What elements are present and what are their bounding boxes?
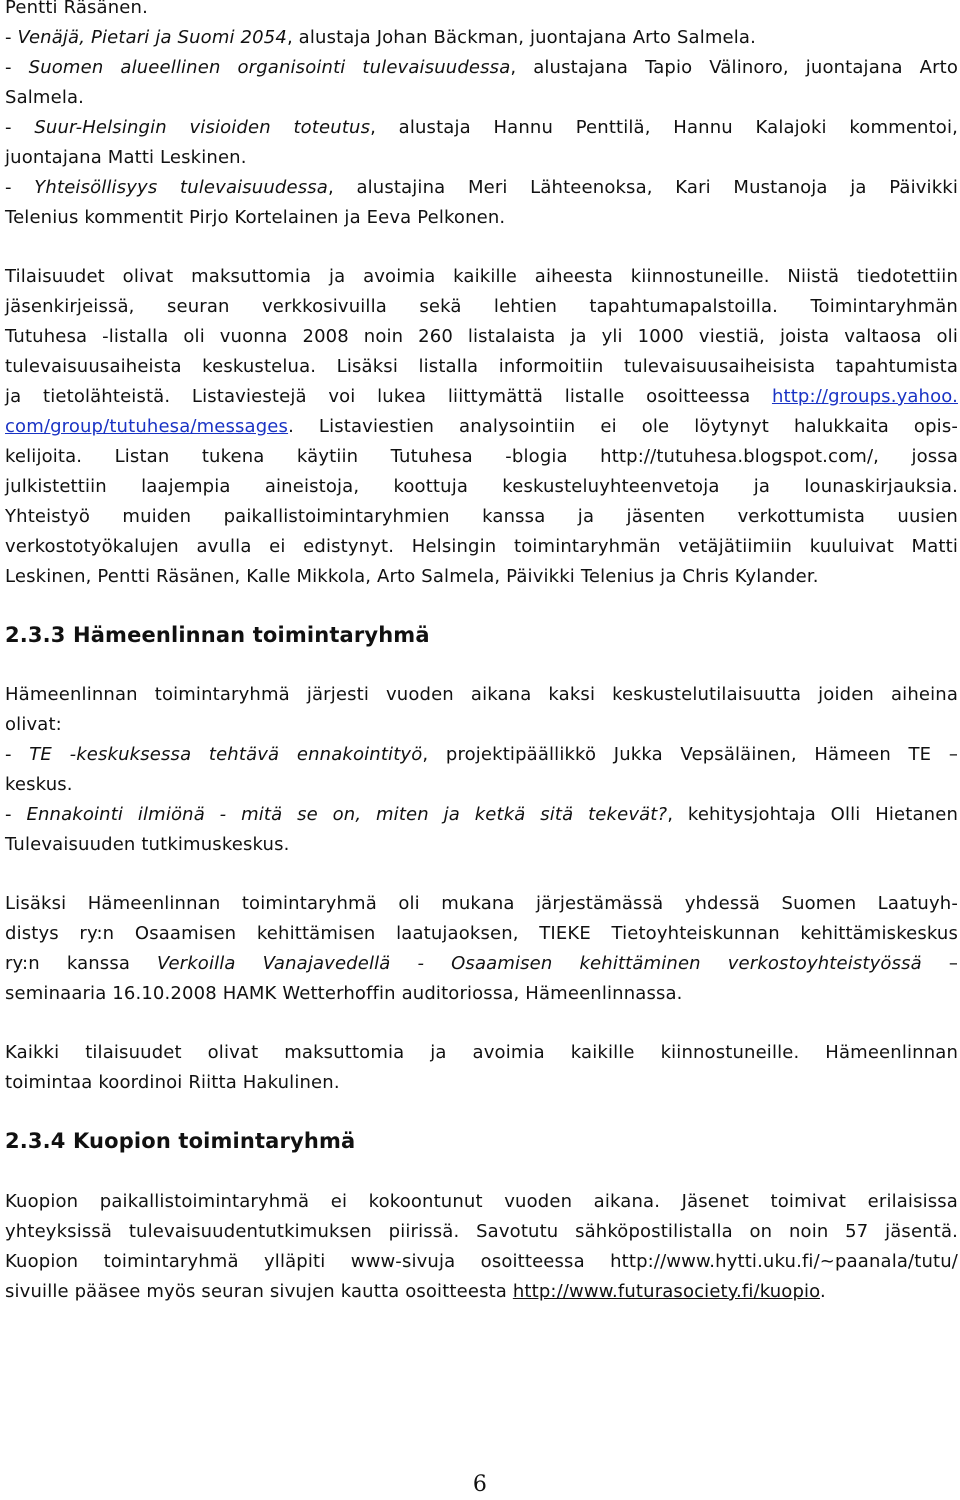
text-line: Lisäksi Hämeenlinnan toimintaryhmä oli mukana järjestämässä yhdessä Suomen Laatuyh- (5, 893, 958, 914)
text-line: kelijoita. Listan tukena käytiin Tutuhesa -blogia http://tutuhesa.blogspot.com/, jossa (5, 446, 958, 467)
text-line: Leskinen, Pentti Räsänen, Kalle Mikkola, Arto Salmela, Päivikki Telenius ja Chris Kylander. (5, 566, 819, 587)
event-title: TE -keskuksessa tehtävä ennakointityö (29, 744, 423, 765)
text-line: ja tietolähteistä. Listaviestejä voi lukea liittymättä listalle osoitteessa http://groups.yahoo. (5, 386, 958, 407)
event-item: - Ennakointi ilmiönä - mitä se on, miten ja ketkä sitä tekevät?, kehitysjohtaja Olli Hietanen (5, 804, 959, 825)
text-line: seminaaria 16.10.2008 HAMK Wetterhoffin auditoriossa, Hämeenlinnassa. (5, 983, 683, 1004)
text-line: Kuopion toimintaryhmä ylläpiti www-sivuja osoitteessa http://www.hytti.uku.fi/~paanala/tutu/ (5, 1251, 958, 1272)
page-number: 6 (472, 1472, 488, 1497)
event-title: Ennakointi ilmiönä - mitä se on, miten ja ketkä sitä tekevät? (26, 804, 668, 825)
text-line: keskus. (5, 774, 73, 795)
groups-yahoo-link[interactable]: http://groups.yahoo. (771, 386, 958, 407)
event-item: - TE -keskuksessa tehtävä ennakointityö, projektipäällikkö Jukka Vepsäläinen, Hämeen TE – (5, 744, 958, 765)
text-line: com/group/tutuhesa/messages. Listaviestien analysointiin ei ole löytynyt halukkaita opis- (5, 416, 958, 437)
event-title: Suomen alueellinen organisointi tulevaisuudessa (28, 57, 511, 78)
text-line: olivat: (5, 714, 62, 735)
section-heading: 2.3.3 Hämeenlinnan toimintaryhmä (5, 623, 430, 647)
text-line: Telenius kommentit Pirjo Kortelainen ja Eeva Pelkonen. (5, 207, 506, 228)
text-line: verkostotyökalujen avulla ei edistynyt. Helsingin toimintaryhmän vetäjätiimiin kuuluivat Matti (5, 536, 958, 557)
text-line: Kuopion paikallistoimintaryhmä ei kokoontunut vuoden aikana. Jäsenet toimivat erilaisissa (5, 1191, 958, 1212)
text-line: Tutuhesa -listalla oli vuonna 2008 noin 260 listalaista ja yli 1000 viestiä, joista valtaosa oli (5, 326, 958, 347)
text-line: Tulevaisuuden tutkimuskeskus. (5, 834, 290, 855)
text-line: Yhteistyö muiden paikallistoimintaryhmien kanssa ja jäsenten verkottumista uusien (5, 506, 958, 527)
event-item: - Suomen alueellinen organisointi tulevaisuudessa, alustajana Tapio Välinoro, juontajana Arto (5, 57, 958, 78)
futurasociety-link[interactable]: http://www.futurasociety.fi/kuopio (512, 1281, 821, 1302)
text-line: ry:n kanssa Verkoilla Vanajavedellä - Osaamisen kehittäminen verkostoyhteistyössä – (5, 953, 958, 974)
text-line: Pentti Räsänen. (5, 0, 148, 18)
text-line: juontajana Matti Leskinen. (5, 147, 247, 168)
text-line: distys ry:n Osaamisen kehittämisen laatujaoksen, TIEKE Tietoyhteiskunnan kehittämiskeskus (5, 923, 958, 944)
seminar-title: Verkoilla Vanajavedellä - Osaamisen kehittäminen verkostoyhteistyössä (157, 953, 922, 974)
groups-yahoo-link-continued[interactable]: com/group/tutuhesa/messages (5, 416, 289, 437)
event-title: Yhteisöllisyys tulevaisuudessa (34, 177, 328, 198)
text-line: jäsenkirjeissä, seuran verkkosivuilla sekä lehtien tapahtumapalstoilla. Toimintaryhmän (5, 296, 958, 317)
text-line: tulevaisuusaiheista keskustelua. Lisäksi listalla informoitiin tulevaisuusaiheisista tapahtumista (5, 356, 958, 377)
text-line: Tilaisuudet olivat maksuttomia ja avoimia kaikille aiheesta kiinnostuneille. Niistä tiedotettiin (5, 266, 958, 287)
text-line: Hämeenlinnan toimintaryhmä järjesti vuoden aikana kaksi keskustelutilaisuutta joiden aiheina (5, 684, 958, 705)
event-item: - Venäjä, Pietari ja Suomi 2054, alustaja Johan Bäckman, juontajana Arto Salmela. (5, 27, 756, 48)
section-heading: 2.3.4 Kuopion toimintaryhmä (5, 1129, 356, 1153)
event-item: - Yhteisöllisyys tulevaisuudessa, alustajina Meri Lähteenoksa, Kari Mustanoja ja Päivikki (5, 177, 958, 198)
event-title: Venäjä, Pietari ja Suomi 2054 (17, 27, 287, 48)
text-line: yhteyksissä tulevaisuudentutkimuksen piirissä. Savotutu sähköpostilistalla on noin 57 jäsentä. (5, 1221, 958, 1242)
event-item: - Suur-Helsingin visioiden toteutus, alustaja Hannu Penttilä, Hannu Kalajoki kommentoi, (5, 117, 958, 138)
text-line: Salmela. (5, 87, 85, 108)
text-line: sivuille pääsee myös seuran sivujen kautta osoitteesta http://www.futurasociety.fi/kuopio. (5, 1281, 826, 1302)
text-line: Kaikki tilaisuudet olivat maksuttomia ja avoimia kaikille kiinnostuneille. Hämeenlinnan (5, 1042, 958, 1063)
text-line: toimintaa koordinoi Riitta Hakulinen. (5, 1072, 340, 1093)
event-title: Suur-Helsingin visioiden toteutus (34, 117, 371, 138)
text-line: julkistettiin laajempia aineistoja, koottuja keskusteluyhteenvetoja ja lounaskirjauksia. (5, 476, 958, 497)
